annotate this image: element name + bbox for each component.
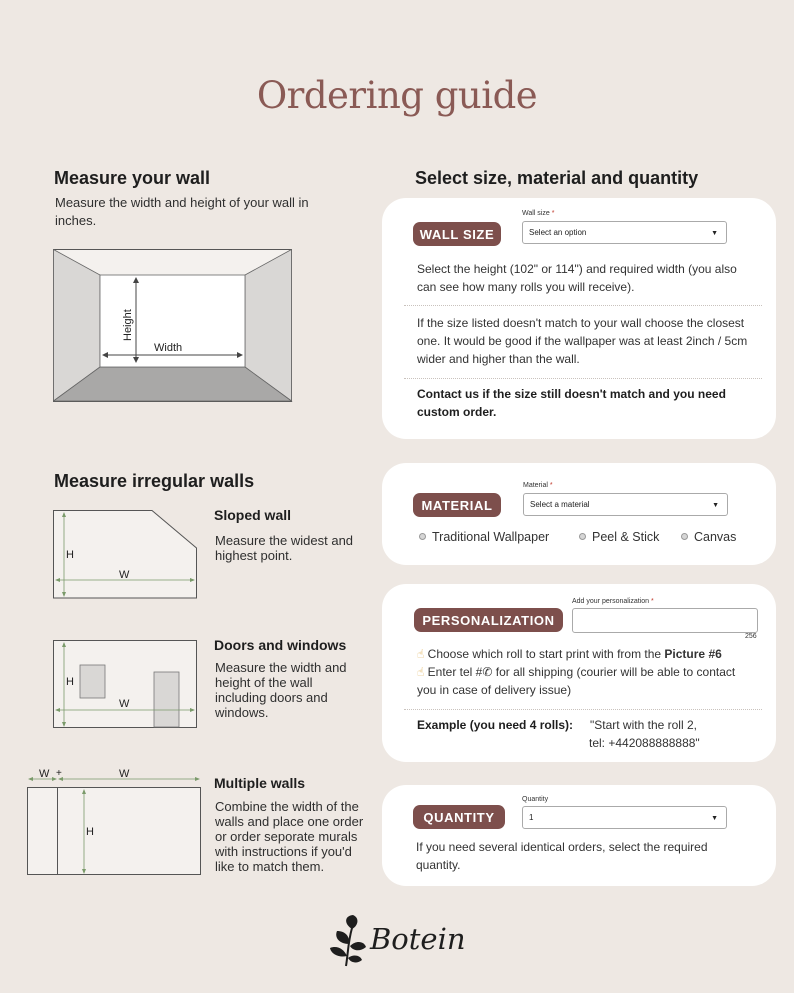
radio-icon — [419, 533, 426, 540]
multi-w2-label: W — [119, 768, 130, 780]
sloped-w-label: W — [119, 569, 130, 581]
wall-size-text-1: Select the height (102" or 114") and required width (you also can see how many rolls you will receive). — [417, 262, 737, 294]
quantity-select[interactable] — [522, 806, 727, 829]
doors-title: Doors and windows — [214, 637, 347, 653]
irregular-heading: Measure irregular walls — [54, 471, 255, 491]
quantity-field-label: Quantity — [522, 796, 549, 803]
radio-icon — [579, 533, 586, 540]
doors-windows-diagram — [53, 640, 199, 730]
chevron-down-icon: ▼ — [711, 815, 718, 822]
radio-icon — [681, 533, 688, 540]
example-value-2: tel: +442088888888" — [589, 736, 700, 750]
material-pill: MATERIAL — [413, 493, 501, 517]
wall-size-text-2: If the size listed doesn't match to your wall choose the closest one. It would be good if the wallpaper was at least 2inch / 5cm wider and higher than the wall. — [417, 316, 748, 366]
doors-text: Measure the width and height of the wall including doors and windows. — [215, 660, 347, 720]
material-select-value: Select a material — [530, 500, 590, 509]
multiple-title: Multiple walls — [214, 775, 306, 791]
chevron-down-icon: ▼ — [712, 502, 719, 509]
personalization-card — [382, 584, 776, 762]
pointing-hand-icon: ☝ — [417, 647, 425, 661]
sloped-title: Sloped wall — [214, 507, 292, 523]
quantity-pill: QUANTITY — [413, 805, 505, 829]
personalization-line-1: ☝ Choose which roll to start print with from the Picture #6 — [417, 647, 722, 661]
material-option-canvas[interactable]: Canvas — [681, 530, 736, 544]
divider — [404, 378, 762, 379]
material-option-peel-stick[interactable]: Peel & Stick — [579, 530, 659, 544]
wall-size-pill: WALL SIZE — [413, 222, 501, 246]
material-select[interactable] — [523, 493, 728, 516]
quantity-card — [382, 785, 776, 886]
chevron-down-icon: ▼ — [711, 230, 718, 237]
sloped-wall-diagram — [53, 510, 199, 600]
measure-wall-text: Measure the width and height of your wall in inches. — [55, 195, 309, 228]
page-title: Ordering guide — [256, 74, 538, 117]
sloped-text: Measure the widest and highest point. — [215, 533, 354, 563]
phone-icon: ✆ — [482, 665, 493, 679]
multi-w1-label: W — [39, 768, 50, 780]
measure-wall-heading: Measure your wall — [54, 168, 211, 188]
wall-size-select-value: Select an option — [529, 228, 587, 237]
wall-size-select[interactable] — [522, 221, 727, 244]
room-diagram — [53, 249, 293, 403]
wall-size-field-label: Wall size * — [522, 210, 555, 217]
doors-h-label: H — [66, 676, 74, 688]
wall-size-card — [382, 198, 776, 439]
char-count: 256 — [745, 633, 757, 640]
leaf-logo-icon — [326, 914, 368, 968]
doors-w-label: W — [119, 698, 130, 710]
multi-plus-label: + — [56, 768, 62, 779]
personalization-pill: PERSONALIZATION — [414, 608, 563, 632]
divider — [404, 305, 762, 306]
material-field-label: Material * — [523, 482, 553, 489]
pointing-hand-icon: ☝ — [417, 665, 425, 679]
material-option-traditional[interactable]: Traditional Wallpaper — [419, 530, 549, 544]
multiple-text: Combine the width of the walls and place one order or order seporate murals with instructions if you'd like to match them. — [215, 799, 364, 874]
height-label: Height — [122, 309, 134, 341]
material-card — [382, 463, 776, 565]
wall-size-text-3: Contact us if the size still doesn't match and you need custom order. — [417, 387, 726, 419]
multiple-walls-diagram — [27, 765, 203, 877]
personalization-line-2: ☝ Enter tel #✆ for all shipping (courier will be able to contact you in case of delivery issue) — [417, 665, 736, 697]
width-label: Width — [154, 342, 183, 354]
multi-h-label: H — [86, 826, 94, 838]
quantity-select-value: 1 — [529, 813, 534, 822]
quantity-text: If you need several identical orders, select the required quantity. — [416, 840, 708, 872]
personalization-field-label: Add your personalization * — [572, 598, 654, 605]
sloped-h-label: H — [66, 549, 74, 561]
example-label: Example (you need 4 rolls): — [417, 718, 574, 732]
brand-name: Botein — [370, 922, 466, 956]
personalization-input[interactable] — [572, 608, 758, 633]
example-value-1: "Start with the roll 2, — [590, 718, 697, 732]
divider — [404, 709, 762, 710]
right-heading: Select size, material and quantity — [415, 168, 699, 188]
